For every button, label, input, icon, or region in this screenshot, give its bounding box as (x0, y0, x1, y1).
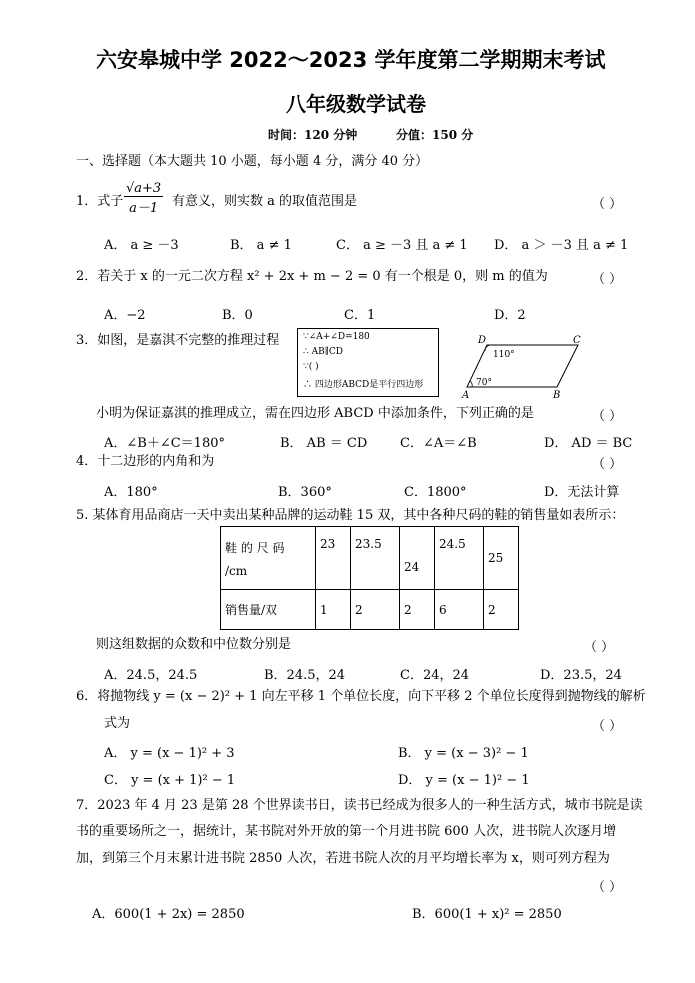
q5-stem: 5. 某体育用品商店一天中卖出某种品牌的运动鞋 15 双，其中各种尺码的鞋的销售量如表所示： (76, 508, 625, 523)
q7-line-1: 7．2023 年 4 月 23 是第 28 个世界读书日，读书已经成为很多人的一种生活方式，城市书院是读 (76, 798, 643, 813)
table-cell: 24.5 (435, 527, 484, 590)
q7-option-b: B．600(1 + x)² = 2850 (412, 907, 562, 922)
table-header-size (221, 527, 316, 590)
q7-line-2: 书的重要场所之一，据统计，某书院对外开放的第一个月进书院 600 人次，进书院人次逐月增 (76, 824, 617, 839)
q1-denominator: a－1 (129, 201, 159, 216)
answer-blank: （ ） (592, 197, 623, 212)
table-cell: 24 (400, 527, 435, 590)
vertex-a-label: A (462, 390, 470, 400)
q3-stem-2: 小明为保证嘉淇的推理成立，需在四边形 ABCD 中添加条件，下列正确的是 (96, 406, 534, 421)
reasoning-box (297, 328, 439, 397)
size-header-unit: /cm (225, 563, 248, 578)
answer-blank: （ ） (592, 719, 623, 734)
q1-option-d: D． a ＞ －3 且 a ≠ 1 (494, 238, 629, 253)
table-header-count: 销售量/双 (221, 590, 316, 630)
q4-option-d: D．无法计算 (544, 485, 620, 500)
q4-stem: 4．十二边形的内角和为 (76, 454, 215, 469)
table-cell: 2 (484, 590, 519, 630)
q5-option-b: B．24.5，24 (264, 668, 346, 683)
q6-stem-2: 式为 (104, 716, 131, 731)
q3-option-a: A．∠B＋∠C＝180° (104, 436, 225, 451)
q1-option-b: B． a ≠ 1 (230, 238, 292, 253)
paper-subtitle: 八年级数学试卷 (286, 92, 426, 116)
q1-option-a: A． a ≥ －3 (104, 238, 179, 253)
q6-option-b: B． y = (x − 3)² − 1 (398, 746, 529, 761)
table-cell: 1 (316, 590, 351, 630)
answer-blank: （ ） (592, 409, 623, 424)
q4-option-b: B．360° (278, 485, 332, 500)
reasoning-line-4: ∴ 四边形ABCD是平行四边形 (303, 380, 424, 390)
section-title: 一、选择题（本大题共 10 小题，每小题 4 分，满分 40 分） (76, 154, 429, 169)
q2-stem: 2．若关于 x 的一元二次方程 x² + 2x + m − 2 = 0 有一个根是 0，则 m 的值为 (76, 269, 548, 284)
q3-option-b: B． AB ＝ CD (280, 436, 368, 451)
exam-title: 六安皋城中学 2022～2023 学年度第二学期期末考试 (96, 48, 606, 72)
q7-line-3: 加，到第三个月末累计进书院 2850 人次，若进书院人次的月平均增长率为 x，则可列方程为 (76, 851, 610, 866)
q1-option-c: C． a ≥ －3 且 a ≠ 1 (336, 238, 468, 253)
angle-d-arc (485, 345, 492, 351)
q1-numerator: √a+3 (126, 181, 162, 196)
vertex-b-label: B (553, 390, 561, 400)
reasoning-line-3: ∵( ) (303, 362, 319, 372)
q3-stem: 3．如图，是嘉淇不完整的推理过程 (76, 333, 280, 348)
angle-a-arc (470, 381, 472, 387)
q6-stem: 6．将抛物线 y = (x − 2)² + 1 向左平移 1 个单位长度，向下平移 2 个单位长度得到抛物线的解析 (76, 689, 646, 704)
table-cell: 2 (400, 590, 435, 630)
reasoning-line-2: ∴ AB∥CD (303, 347, 343, 357)
q5-option-d: D．23.5，24 (540, 668, 622, 683)
angle-d-label: 110° (493, 350, 515, 360)
parallelogram-figure (456, 330, 586, 400)
q2-option-d: D．2 (494, 308, 526, 323)
answer-blank: （ ） (592, 272, 623, 287)
q2-option-c: C．1 (344, 308, 376, 323)
table-row (221, 590, 519, 630)
table-cell: 23 (316, 527, 351, 590)
q2-option-b: B．0 (222, 308, 253, 323)
exam-score: 分值：150 分 (396, 128, 474, 142)
shoe-sales-table (220, 526, 519, 630)
table-cell: 25 (484, 527, 519, 590)
q5-option-c: C．24，24 (400, 668, 470, 683)
q1-stem: 有意义，则实数 a 的取值范围是 (172, 194, 358, 209)
exam-time: 时间：120 分钟 (268, 128, 358, 142)
q6-option-d: D． y = (x − 1)² − 1 (398, 773, 530, 788)
table-cell: 23.5 (351, 527, 400, 590)
q5-option-a: A．24.5，24.5 (104, 668, 198, 683)
vertex-d-label: D (478, 335, 487, 346)
answer-blank: （ ） (592, 880, 623, 895)
q3-option-c: C．∠A＝∠B (400, 436, 477, 451)
q4-option-a: A．180° (104, 485, 158, 500)
q4-option-c: C．1800° (404, 485, 467, 500)
table-row (221, 527, 519, 590)
q2-option-a: A．−2 (104, 308, 146, 323)
q1-fraction (124, 181, 163, 216)
reasoning-line-1: ∵∠A+∠D=180 (303, 332, 370, 342)
q3-option-d: D． AD ＝ BC (544, 436, 633, 451)
answer-blank: （ ） (584, 640, 615, 655)
vertex-c-label: C (573, 335, 581, 346)
table-cell: 2 (351, 590, 400, 630)
q1-prefix: 1．式子 (76, 194, 124, 209)
q7-option-a: A．600(1 + 2x) = 2850 (92, 907, 245, 922)
q6-option-c: C． y = (x + 1)² − 1 (104, 773, 236, 788)
q6-option-a: A． y = (x − 1)² + 3 (104, 746, 235, 761)
answer-blank: （ ） (592, 457, 623, 472)
angle-a-label: 70° (476, 378, 492, 388)
size-header-label: 鞋 的 尺 码 (225, 540, 285, 555)
q5-stem-2: 则这组数据的众数和中位数分别是 (96, 637, 292, 652)
table-cell: 6 (435, 590, 484, 630)
